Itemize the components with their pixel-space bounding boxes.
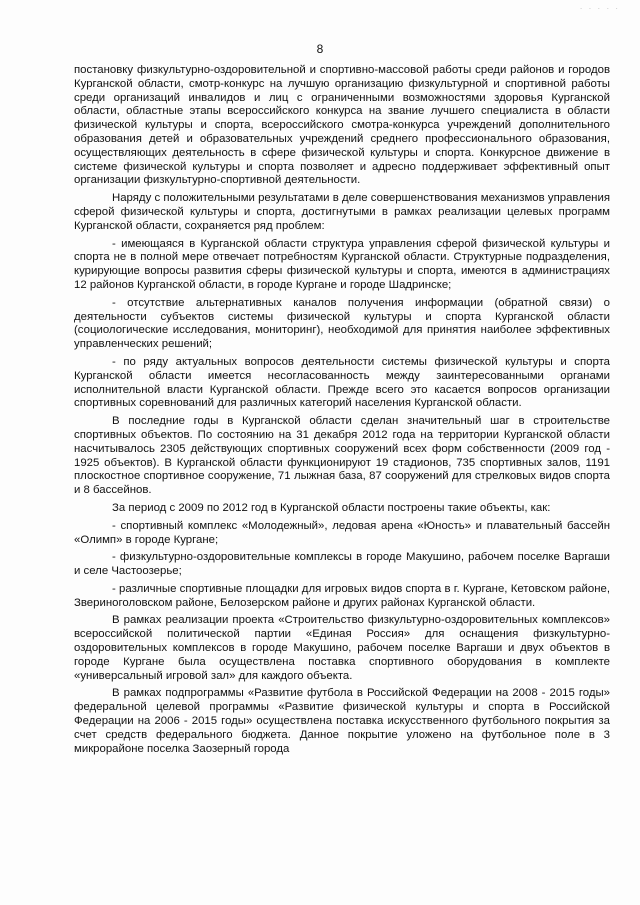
paragraph-facilities: В последние годы в Курганской области сделан значительный шаг в строительстве спортивных объектов. По состоянию на 31 декабря 2012 года на территории Курганской области насчитывалось 2305 действующих спортивных сооружений всех форм собственности (2009 год - 1925 объектов). В Курганской области функционируют 19 стадионов, 735 спортивных залов, 1191 плоскостное спортивное сооружение, 71 лыжная база, 87 сооружений для стрелковых видов спорта и 8 бассейнов. bbox=[74, 415, 610, 497]
list-item-coordination: - по ряду актуальных вопросов деятельности системы физической культуры и спорта Курганской области имеется несогласованность между заинтересованными органами исполнительной власти Курганской области. Прежде всего это касается вопросов организации спортивных соревнований для различных категорий населения Курганской области. bbox=[74, 355, 610, 410]
paragraph-united-russia-project: В рамках реализации проекта «Строительство физкультурно-оздоровительных комплексов» всероссийской политической партии «Единая Россия» для оснащения физкультурно-оздоровительных комплексов в городе Макушино, рабочем поселке Варгаши и двух объектов в городе Кургане была осуществлена поставка спортивного оборудования в комплекте «универсальный игровой зал» для каждого объекта. bbox=[74, 614, 610, 682]
paragraph-continuation: постановку физкультурно-оздоровительной и спортивно-массовой работы среди районов и городов Курганской области, смотр-конкурс на лучшую организацию физкультурной и спортивной работы среди организаций инвалидов и лиц с ограниченными возможностями здоровья Курганской области, областные этапы всероссийского конкурса на звание лучшего специалиста в области физической культуры и спорта, всероссийского смотра-конкурса учреждений дополнительного образования детей и образовательных учреждений среднего профессионального образования, осуществляющих деятельность в сфере физической культуры и спорта. Конкурсное движение в системе физической культуры и спорта позволяет и адресно поддерживает эффективный опыт организации физкультурно-спортивной деятельности. bbox=[74, 64, 610, 187]
list-item-feedback: - отсутствие альтернативных каналов получения информации (обратной связи) о деятельности субъектов системы физической культуры и спорта Курганской области (социологические исследования, мониторинг), необходимой для принятия наиболее эффективных управленческих решений; bbox=[74, 296, 610, 351]
list-item-playgrounds: - различные спортивные площадки для игровых видов спорта в г. Кургане, Кетовском районе, Звериноголовском районе, Белозерском районе и других районах Курганской области. bbox=[74, 582, 610, 609]
list-item-structure: - имеющаяся в Курганской области структура управления сферой физической культуры и спорта не в полной мере отвечает потребностям Курганской области. Структурные подразделения, курирующие вопросы развития сферы физической культуры и спорта, имеются в администрациях 12 районов Курганской области, в городе Кургане и городе Шадринске; bbox=[74, 237, 610, 291]
paragraph-built-objects: За период с 2009 по 2012 год в Курганской области построены такие объекты, как: bbox=[112, 501, 551, 514]
scan-marks: · · · · · bbox=[579, 4, 620, 13]
document-body bbox=[74, 64, 610, 760]
list-item-kurgan-objects: - спортивный комплекс «Молодежный», ледовая арена «Юность» и плавательный бассейн «Олимп» в городе Кургане; bbox=[74, 519, 610, 546]
page-number: 8 bbox=[316, 42, 324, 56]
paragraph-problems-intro: Наряду с положительными результатами в деле совершенствования механизмов управления сферой физической культуры и спорта, достигнутыми в рамках реализации целевых программ Курганской области, сохраняется ряд проблем: bbox=[74, 192, 610, 232]
paragraph-football-program: В рамках подпрограммы «Развитие футбола в Российской Федерации на 2008 - 2015 годы» федеральной целевой программы «Развитие физической культуры и спорта в Российской Федерации на 2006 - 2015 годы» осуществлена поставка искусственного футбольного покрытия за счет средств федерального бюджета. Данное покрытие уложено на футбольное поле в 3 микрорайоне поселка Заозерный города bbox=[74, 687, 610, 755]
list-item-fok: - физкультурно-оздоровительные комплексы в городе Макушино, рабочем поселке Варгаши и селе Частоозерье; bbox=[74, 551, 610, 578]
